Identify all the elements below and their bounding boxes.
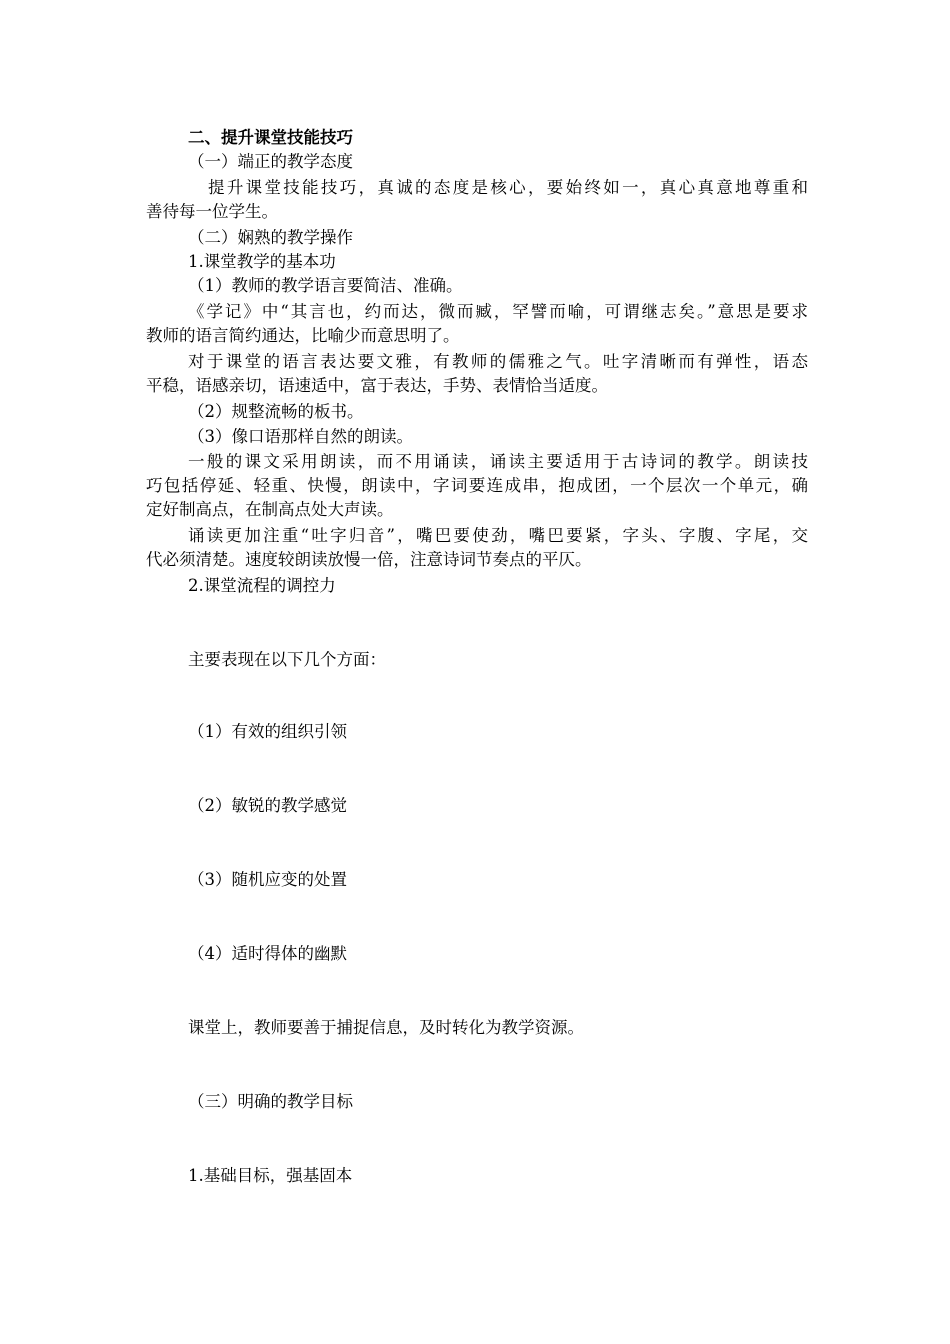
aspects-intro: 主要表现在以下几个方面： [188, 650, 386, 669]
paragraph-xueji-line-1: 《学记》中“其言也，约而达，微而臧，罕譬而喻，可谓继志矣。”意思是要求 [188, 302, 808, 321]
aspect-item-3: （3）随机应变的处置 [188, 870, 347, 889]
subsection-title-3: （三）明确的教学目标 [188, 1092, 353, 1111]
paragraph-attitude-line-1: 提升课堂技能技巧，真诚的态度是核心，要始终如一，真心真意地尊重和 [208, 178, 808, 197]
paragraph-reading-line-2: 巧包括停延、轻重、快慢，朗读中，字词要连成串，抱成团，一个层次一个单元，确 [146, 476, 808, 495]
paragraph-attitude-line-2: 善待每一位学生。 [146, 202, 278, 221]
paragraph-reading-line-1: 一般的课文采用朗读，而不用诵读，诵读主要适用于古诗词的教学。朗读技 [188, 452, 808, 471]
paragraph-language-line-1: 对于课堂的语言表达要文雅，有教师的儒雅之气。吐字清晰而有弹性，语态 [188, 352, 808, 371]
paragraph-xueji-line-2: 教师的语言简约通达，比喻少而意思明了。 [146, 326, 460, 345]
aspect-item-2: （2）敏锐的教学感觉 [188, 796, 347, 815]
paragraph-recite-line-2: 代必须清楚。速度较朗读放慢一倍，注意诗词节奏点的平仄。 [146, 550, 592, 569]
aspect-item-1: （1）有效的组织引领 [188, 722, 347, 741]
paragraph-reading-line-3: 定好制高点，在制高点处大声读。 [146, 500, 394, 519]
subsection-title-2: （二）娴熟的教学操作 [188, 228, 353, 247]
item-title-flow-control: 2.课堂流程的调控力 [188, 576, 336, 595]
paragraph-language-line-2: 平稳，语感亲切，语速适中，富于表达，手势、表情恰当适度。 [146, 376, 608, 395]
sub-item-reading: （3）像口语那样自然的朗读。 [188, 427, 413, 446]
item-title-basic-skills: 1.课堂教学的基本功 [188, 252, 336, 271]
sub-item-teaching-language: （1）教师的教学语言要简洁、准确。 [188, 276, 463, 295]
aspect-item-4: （4）适时得体的幽默 [188, 944, 347, 963]
section-heading: 二、提升课堂技能技巧 [188, 128, 353, 147]
paragraph-information: 课堂上，教师要善于捕捉信息，及时转化为教学资源。 [188, 1018, 584, 1037]
subsection-title-1: （一）端正的教学态度 [188, 152, 353, 171]
paragraph-recite-line-1: 诵读更加注重“吐字归音”，嘴巴要使劲，嘴巴要紧，字头、字腹、字尾，交 [188, 526, 808, 545]
goal-item-1: 1.基础目标，强基固本 [188, 1166, 353, 1185]
sub-item-blackboard: （2）规整流畅的板书。 [188, 402, 364, 421]
